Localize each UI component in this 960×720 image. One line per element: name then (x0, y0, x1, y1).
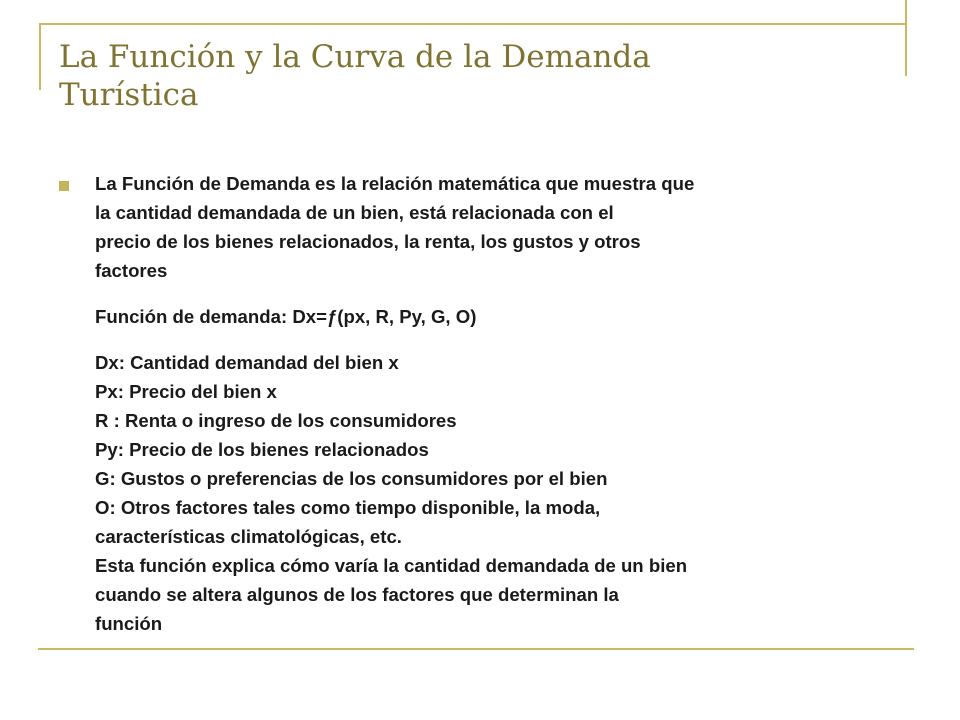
bullet-square-icon (59, 181, 69, 191)
definition-line: características climatológicas, etc. (95, 526, 402, 547)
slide-title (59, 38, 879, 114)
formula-line: Función de demanda: Dx=ƒ(px, R, Py, G, O) (95, 306, 477, 327)
intro-line: factores (95, 260, 168, 281)
top-rule (40, 23, 906, 25)
intro-line: la cantidad demandada de un bien, está relacionada con el (95, 202, 614, 223)
definition-line: Px: Precio del bien x (95, 381, 277, 402)
closing-line: cuando se altera algunos de los factores que determinan la (95, 584, 619, 605)
intro-line: precio de los bienes relacionados, la renta, los gustos y otros (95, 231, 641, 252)
closing-line: función (95, 613, 163, 634)
right-rule (905, 0, 907, 76)
left-rule (39, 23, 41, 90)
closing-line: Esta función explica cómo varía la cantidad demandada de un bien (95, 555, 688, 576)
definition-line: O: Otros factores tales como tiempo disponible, la moda, (95, 497, 601, 518)
definition-line: Py: Precio de los bienes relacionados (95, 439, 429, 460)
slide-body (95, 169, 895, 638)
title-line: Turística (59, 77, 199, 113)
spacer (95, 331, 895, 348)
intro-line: La Función de Demanda es la relación matemática que muestra que (95, 173, 695, 194)
definition-line: G: Gustos o preferencias de los consumidores por el bien (95, 468, 608, 489)
definition-line: R : Renta o ingreso de los consumidores (95, 410, 457, 431)
spacer (95, 285, 895, 302)
definition-line: Dx: Cantidad demandad del bien x (95, 352, 399, 373)
bottom-rule (38, 648, 914, 650)
title-line: La Función y la Curva de la Demanda (59, 39, 651, 75)
